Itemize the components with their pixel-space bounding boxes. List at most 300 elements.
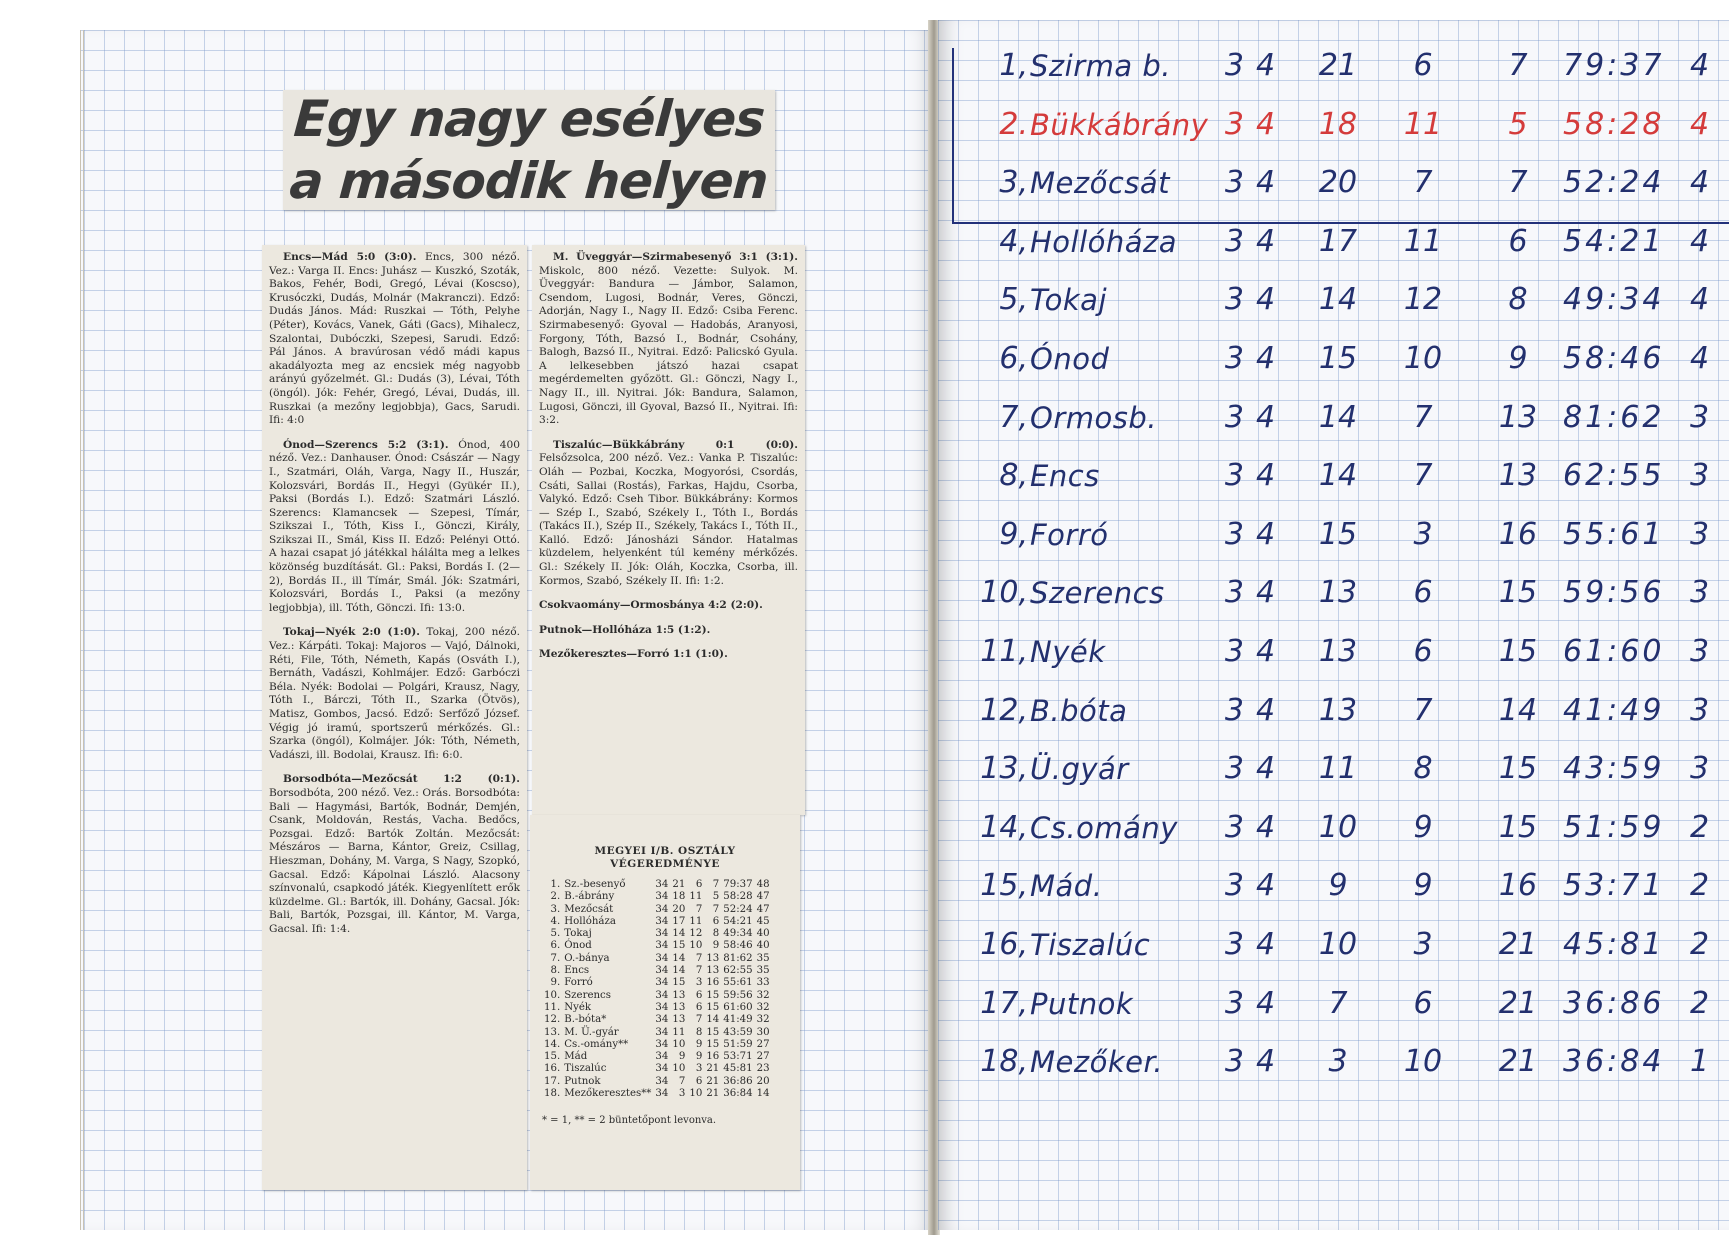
final-table-row bbox=[542, 953, 772, 965]
handwritten-lost: 21 bbox=[1498, 985, 1538, 1021]
handwritten-played: 34 bbox=[1224, 282, 1288, 318]
final-table-row bbox=[542, 990, 772, 1002]
handwritten-team: Ü.gyár bbox=[1030, 752, 1129, 787]
match-report-body: Ónod, 400 néző. Vez.: Danhauser. Ónod: Császár — Nagy I., Szatmári, Oláh, Varga, Nagy II., Huszár, Kolozsvári, Bordás II., Hegyi (Gyükér II.), Paksi (Bordás I.). Edző: Szatmári László. Szerencs: Klamancsek — Szepesi, Tímár, Szikszai I., Tóth, Kiss I., Gönczi, Király, Szikszai II., Smál, Kiss II. Edző: Pelényi Ottó. A hazai csapat jó játékkal hálálta meg a lelkes közönség buzdítását. Gl.: Paksi, Bordás I. (2—2), Bordás II., ill Tímár, Smál. Jók: Szatmári, Kolozsvári, Bordás I., Paksi (a mezőny legjobbja), ill. Tóth, Gönczi. Ifi: 13:0. bbox=[269, 438, 520, 614]
handwritten-played: 34 bbox=[1224, 399, 1288, 435]
handwritten-lost: 16 bbox=[1498, 868, 1538, 904]
handwritten-played: 34 bbox=[1224, 634, 1288, 669]
handwritten-team: Ormosb. bbox=[1030, 400, 1157, 435]
final-table-cell: 55:61 bbox=[723, 977, 753, 989]
handwritten-lost: 6 bbox=[1508, 223, 1528, 259]
handwritten-team: Hollóháza bbox=[1030, 224, 1178, 259]
handwritten-won: 9 bbox=[1328, 868, 1348, 904]
final-table-cell: Mezőcsát bbox=[564, 903, 614, 915]
handwritten-pos: 12, bbox=[980, 692, 1028, 728]
handwritten-team: Tokaj bbox=[1030, 283, 1107, 318]
final-table-cell: 7 bbox=[712, 903, 720, 915]
final-table-cell: 40 bbox=[756, 940, 770, 952]
handwritten-lost: 15 bbox=[1498, 751, 1538, 787]
handwritten-lost: 7 bbox=[1508, 48, 1528, 83]
handwritten-goals: 79:37 bbox=[1563, 48, 1665, 83]
handwritten-pos: 16, bbox=[980, 927, 1028, 962]
final-table-cell: 9 bbox=[712, 940, 720, 952]
final-table-cell: 13 bbox=[706, 952, 720, 964]
final-table-cell: 12. bbox=[544, 1014, 561, 1026]
final-table-cell: 7 bbox=[712, 879, 720, 890]
handwritten-goals: 61:60 bbox=[1563, 634, 1665, 669]
handwritten-won: 13 bbox=[1318, 692, 1358, 728]
final-table-row bbox=[542, 879, 772, 891]
headline-line-1: Egy nagy esélyes bbox=[291, 90, 767, 148]
final-table-cell: 21 bbox=[706, 1088, 720, 1100]
match-report-title: Ónod—Szerencs 5:2 (3:1). bbox=[283, 438, 449, 451]
final-table-cell: 15. bbox=[544, 1051, 561, 1063]
handwritten-pts: 3 bbox=[1690, 634, 1710, 669]
final-table-row bbox=[542, 1014, 772, 1026]
handwritten-team: Szirma b. bbox=[1030, 49, 1171, 83]
handwritten-won: 21 bbox=[1318, 48, 1358, 83]
handwritten-won: 15 bbox=[1318, 341, 1358, 376]
final-table-cell: 14 bbox=[672, 965, 686, 977]
handwritten-won: 18 bbox=[1318, 106, 1358, 142]
final-table-row bbox=[542, 904, 772, 916]
handwritten-lost: 16 bbox=[1498, 516, 1538, 552]
handwritten-row bbox=[938, 390, 1729, 446]
handwritten-team: Encs bbox=[1030, 459, 1100, 494]
final-table-cell: 62:55 bbox=[723, 965, 753, 977]
handwritten-played: 34 bbox=[1224, 341, 1288, 376]
handwritten-drawn: 12 bbox=[1403, 282, 1443, 318]
final-table-cell: 36:86 bbox=[723, 1075, 753, 1087]
handwritten-won: 14 bbox=[1318, 458, 1358, 494]
final-table-cell: Ónod bbox=[564, 940, 592, 952]
final-table-cell: 34 bbox=[655, 915, 669, 927]
final-table-cell: 11 bbox=[672, 1026, 686, 1038]
short-result: Putnok—Hollóháza 1:5 (1:2). bbox=[539, 623, 711, 636]
handwritten-team: B.bóta bbox=[1030, 693, 1128, 728]
handwritten-row bbox=[938, 507, 1729, 563]
final-table-cell: 34 bbox=[655, 977, 669, 989]
final-table-cell: 13. bbox=[544, 1026, 561, 1038]
handwritten-pos: 14, bbox=[980, 809, 1028, 845]
handwritten-goals: 49:34 bbox=[1563, 282, 1665, 318]
final-table-cell: 13 bbox=[672, 989, 686, 1001]
handwritten-goals: 62:55 bbox=[1563, 458, 1665, 494]
final-table-cell: 34 bbox=[655, 928, 669, 940]
final-table-cell: 47 bbox=[756, 903, 770, 915]
final-table-cell: Tokaj bbox=[564, 928, 592, 940]
handwritten-pts: 3 bbox=[1690, 516, 1710, 552]
final-table-cell: 14. bbox=[544, 1038, 561, 1050]
final-table-cell: 27 bbox=[756, 1038, 770, 1050]
final-table-cell: 32 bbox=[756, 989, 770, 1001]
handwritten-lost: 15 bbox=[1498, 634, 1538, 669]
handwritten-goals: 54:21 bbox=[1563, 223, 1665, 259]
handwritten-team: Tiszalúc bbox=[1030, 928, 1151, 962]
handwritten-played: 34 bbox=[1224, 692, 1288, 728]
final-table-cell: 23 bbox=[756, 1063, 770, 1075]
final-table-cell: 16. bbox=[544, 1063, 561, 1075]
handwritten-goals: 45:81 bbox=[1563, 927, 1665, 962]
handwritten-drawn: 11 bbox=[1403, 223, 1443, 259]
handwritten-played: 34 bbox=[1224, 458, 1288, 494]
handwritten-goals: 59:56 bbox=[1563, 575, 1665, 611]
final-table-cell: 13 bbox=[672, 1001, 686, 1013]
handwritten-pos: 4, bbox=[999, 223, 1028, 259]
final-table-cell: 34 bbox=[655, 952, 669, 964]
handwritten-pts: 3 bbox=[1690, 458, 1710, 494]
handwritten-played: 34 bbox=[1224, 48, 1288, 83]
final-table-cell: 8 bbox=[695, 1026, 703, 1038]
final-table-cell: 3 bbox=[678, 1088, 686, 1100]
handwritten-row bbox=[938, 565, 1729, 621]
handwritten-drawn: 6 bbox=[1413, 575, 1433, 611]
final-table-row bbox=[542, 977, 772, 989]
headline-clipping bbox=[283, 90, 775, 210]
match-report bbox=[269, 439, 520, 616]
final-table-cell: 9 bbox=[695, 1038, 703, 1050]
final-table-cell: 27 bbox=[756, 1051, 770, 1063]
final-table bbox=[542, 879, 772, 1100]
match-report-body: Miskolc, 800 néző. Vezette: Sulyok. M. Üveggyár: Bandura — Jámbor, Salamon, Csendom, Lugosi, Bodnár, Veres, Gönczi, Adorján, Nagy I., Nagy II. Edző: Csiba Ferenc. Szirmabesenyő: Gyoval — Hadobás, Aranyosi, Forgony, Tóth, Bazsó I., Bodnár, Csohány, Balogh, Bazsó II., Nyitrai. Edző: Palicskó Gyula. A lelkesebben játszó hazai csapat megérdemelten győzött. Gl.: Gönczi, Nagy I., Nagy II., ill. Nyitrai. Jók: Bandura, Salamon, Lugosi, Gönczi, ill Gyoval, Bazsó II., Nyitrai. Ifi: 3:2. bbox=[539, 264, 798, 427]
final-table-cell: Forró bbox=[564, 977, 593, 989]
final-table-cell: 9 bbox=[678, 1051, 686, 1063]
handwritten-pos: 18, bbox=[980, 1044, 1028, 1080]
final-table-title bbox=[530, 845, 800, 871]
final-table-cell: 34 bbox=[655, 989, 669, 1001]
handwritten-pts: 2 bbox=[1690, 868, 1710, 904]
final-table-cell: 34 bbox=[655, 1075, 669, 1087]
handwritten-row bbox=[938, 858, 1729, 914]
handwritten-team: Mád. bbox=[1030, 869, 1103, 904]
handwritten-pos: 8, bbox=[999, 458, 1028, 494]
final-table-cell: Sz.-besenyő bbox=[564, 879, 626, 890]
handwritten-team: Ónod bbox=[1030, 342, 1110, 376]
handwritten-row bbox=[938, 1034, 1729, 1090]
handwritten-lost: 15 bbox=[1498, 575, 1538, 611]
final-table-cell: 34 bbox=[655, 1063, 669, 1075]
handwritten-played: 34 bbox=[1224, 868, 1288, 904]
handwritten-won: 14 bbox=[1318, 282, 1358, 318]
final-table-cell: 34 bbox=[655, 1088, 669, 1100]
final-table-cell: 13 bbox=[672, 1014, 686, 1026]
final-table-cell: 17. bbox=[544, 1075, 561, 1087]
final-table-cell: Mád bbox=[564, 1051, 588, 1063]
handwritten-won: 15 bbox=[1318, 516, 1358, 552]
handwritten-lost: 8 bbox=[1508, 282, 1528, 318]
handwritten-row bbox=[938, 976, 1729, 1032]
handwritten-pos: 2. bbox=[999, 106, 1028, 142]
handwritten-pos: 5, bbox=[999, 282, 1028, 318]
handwritten-played: 34 bbox=[1224, 516, 1288, 552]
handwritten-row bbox=[938, 683, 1729, 739]
match-report-title: M. Üveggyár—Szirmabesenyő 3:1 (3:1). bbox=[553, 251, 798, 263]
final-table-cell: 54:21 bbox=[723, 915, 753, 927]
handwritten-pos: 15, bbox=[980, 868, 1028, 904]
final-table-cell: O.-bánya bbox=[564, 952, 610, 964]
handwritten-goals: 43:59 bbox=[1563, 751, 1665, 787]
final-table-cell: 2. bbox=[550, 891, 561, 903]
handwritten-pts: 3 bbox=[1690, 751, 1710, 787]
handwritten-underline bbox=[952, 222, 1729, 224]
final-table-cell: 9 bbox=[695, 1051, 703, 1063]
final-table-title-line-2: VÉGEREDMÉNYE bbox=[610, 858, 720, 870]
handwritten-drawn: 3 bbox=[1413, 516, 1433, 552]
handwritten-drawn: 9 bbox=[1413, 809, 1433, 845]
final-table-cell: 7 bbox=[695, 965, 703, 977]
final-table-cell: 32 bbox=[756, 1001, 770, 1013]
final-table-cell: 15 bbox=[706, 1001, 720, 1013]
final-table-cell: Nyék bbox=[564, 1001, 592, 1013]
handwritten-won: 13 bbox=[1318, 575, 1358, 611]
final-table-cell: 41:49 bbox=[723, 1014, 753, 1026]
match-report-title: Tokaj—Nyék 2:0 (1:0). bbox=[283, 626, 420, 639]
handwritten-row bbox=[938, 917, 1729, 973]
match-report-body: Felsőzsolca, 200 néző. Vez.: Vanka P. Tiszalúc: Oláh — Pozbai, Koczka, Mogyorósi, Csordás, Csáti, Sallai (Rostás), Farkas, Hajdu, Csorba, Valykó. Edző: Cseh Tibor. Bükkábrány: Kormos — Szép I., Szabó, Székely I., Tóth I., Bordás (Takács II.), Szép II., Székely, Takács I., Tóth II., Kalló. Edző: Jánosházi Sándor. Hatalmas küzdelem, helyenként túl kemény mérkőzés. Gl.: Székely II. Jók: Oláh, Koczka, Csorba, ill. Kormos, Szabó, Székely II. Ifi: 1:2. bbox=[539, 452, 798, 587]
handwritten-margin-line bbox=[952, 48, 954, 223]
handwritten-drawn: 3 bbox=[1413, 927, 1433, 962]
match-report-body: Encs, 300 néző. Vez.: Varga II. Encs: Juhász — Kuszkó, Szoták, Bakos, Fehér, Bodi, Gregó, Lévai (Koscso), Krusóczki, Dudás, Molnár (Makranczi). Edző: Dudás János. Mád: Ruszkai — Tóth, Pelyhe (Péter), Kovács, Vanek, Gáti (Gacs), Mihalecz, Szalontai, Dubóczki, Szepesi, Sarudi. Edző: Pál János. A bravúrosan védő mádi kapus akadályozta meg az encsiek még nagyobb arányú győzelmét. Gl.: Dudás (3), Lévai, Tóth (öngól). Jók: Fehér, Gregó, Lévai, Dudás, ill. Ruszkai (a mezőny legjobbja), Gacs, Sarudi. Ifi: 4:0 bbox=[269, 251, 521, 427]
final-table-cell: 12 bbox=[689, 928, 703, 940]
handwritten-row bbox=[938, 38, 1729, 94]
match-report bbox=[269, 773, 520, 936]
final-table-cell: 21 bbox=[672, 879, 686, 890]
handwritten-played: 34 bbox=[1224, 809, 1288, 845]
final-table-cell: 8. bbox=[550, 965, 561, 977]
final-table-cell: 8 bbox=[712, 928, 720, 940]
handwritten-team: Bükkábrány bbox=[1030, 107, 1209, 142]
match-report bbox=[269, 251, 520, 428]
final-table-cell: 15 bbox=[672, 977, 686, 989]
final-table-cell: 81:62 bbox=[723, 952, 753, 964]
handwritten-played: 34 bbox=[1224, 575, 1288, 611]
final-table-cell: 43:59 bbox=[723, 1026, 753, 1038]
final-table-cell: 20 bbox=[756, 1075, 770, 1087]
handwritten-row bbox=[938, 97, 1729, 153]
handwritten-row bbox=[938, 272, 1729, 328]
handwritten-team: Szerencs bbox=[1030, 576, 1165, 611]
final-table-cell: 15 bbox=[706, 1026, 720, 1038]
match-report bbox=[269, 626, 520, 762]
handwritten-drawn: 7 bbox=[1413, 399, 1433, 435]
handwritten-pos: 6, bbox=[999, 341, 1028, 376]
final-table-cell: 3. bbox=[550, 903, 561, 915]
handwritten-lost: 13 bbox=[1498, 458, 1538, 494]
final-table-cell: 6 bbox=[712, 915, 720, 927]
handwritten-pts: 1 bbox=[1690, 1044, 1710, 1080]
final-table-cell: 21 bbox=[706, 1063, 720, 1075]
final-table-cell: 6. bbox=[550, 940, 561, 952]
final-table-cell: 58:28 bbox=[723, 891, 753, 903]
final-table-row bbox=[542, 1039, 772, 1051]
final-table-cell: 45 bbox=[756, 915, 770, 927]
handwritten-lost: 5 bbox=[1508, 106, 1528, 142]
handwritten-pts: 3 bbox=[1690, 692, 1710, 728]
final-table-cell: 33 bbox=[756, 977, 770, 989]
handwritten-played: 34 bbox=[1224, 165, 1288, 201]
final-table-cell: 58:46 bbox=[723, 940, 753, 952]
final-table-cell: 53:71 bbox=[723, 1051, 753, 1063]
short-result: Csokvaomány—Ormosbánya 4:2 (2:0). bbox=[539, 599, 763, 612]
handwritten-played: 34 bbox=[1224, 106, 1288, 142]
final-table-cell: 34 bbox=[655, 1038, 669, 1050]
handwritten-standings bbox=[938, 0, 1729, 1252]
handwritten-played: 34 bbox=[1224, 1044, 1288, 1080]
handwritten-lost: 21 bbox=[1498, 1044, 1538, 1080]
handwritten-goals: 52:24 bbox=[1563, 165, 1665, 201]
final-table-cell: 18. bbox=[544, 1088, 561, 1100]
final-table-cell: 16 bbox=[706, 977, 720, 989]
final-table-cell: 34 bbox=[655, 891, 669, 903]
handwritten-row bbox=[938, 155, 1729, 211]
handwritten-lost: 21 bbox=[1498, 927, 1538, 962]
handwritten-team: Nyék bbox=[1030, 635, 1106, 669]
final-table-cell: M. Ü.-gyár bbox=[564, 1026, 619, 1038]
final-table-cell: 15 bbox=[672, 940, 686, 952]
handwritten-pts: 4 bbox=[1690, 282, 1710, 318]
final-table-cell: 34 bbox=[655, 1051, 669, 1063]
final-table-cell: 17 bbox=[672, 915, 686, 927]
handwritten-drawn: 7 bbox=[1413, 692, 1433, 728]
final-table-cell: 7 bbox=[695, 903, 703, 915]
handwritten-won: 7 bbox=[1328, 985, 1348, 1021]
final-table-row bbox=[542, 1088, 772, 1100]
final-table-cell: 11 bbox=[689, 915, 703, 927]
final-table-cell: 34 bbox=[655, 903, 669, 915]
final-table-cell: 35 bbox=[756, 965, 770, 977]
final-table-cell: 34 bbox=[655, 940, 669, 952]
final-table-cell: 35 bbox=[756, 952, 770, 964]
handwritten-drawn: 6 bbox=[1413, 48, 1433, 83]
handwritten-pts: 3 bbox=[1690, 399, 1710, 435]
final-table-cell: 34 bbox=[655, 1026, 669, 1038]
final-table-cell: 30 bbox=[756, 1026, 770, 1038]
final-table-row bbox=[542, 1027, 772, 1039]
final-table-cell: 18 bbox=[672, 891, 686, 903]
handwritten-pts: 2 bbox=[1690, 985, 1710, 1021]
handwritten-pos: 13, bbox=[980, 751, 1028, 787]
final-table-cell: 6 bbox=[695, 1001, 703, 1013]
final-table-cell: 52:24 bbox=[723, 903, 753, 915]
handwritten-row bbox=[938, 331, 1729, 387]
final-table-row bbox=[542, 1063, 772, 1075]
final-table-row bbox=[542, 916, 772, 928]
final-table-cell: Cs.-omány** bbox=[564, 1038, 629, 1050]
match-reports-column-1 bbox=[262, 245, 527, 1190]
match-report-body: Borsodbóta, 200 néző. Vez.: Orás. Borsodbóta: Bali — Hagymási, Bartók, Bodnár, Demjén, Csank, Moldován, Restás, Vacha. Bedőcs, Pozsgai. Edző: Bartók Zoltán. Mezőcsát: Mészáros — Barna, Kántor, Greiz, Csillag, Hieszman, Dohány, M. Varga, S Nagy, Szopkó, Gacsal. Edző: Kápolnai László. Alacsony színvonalú, csapkodó játék. Kiegyenlített erők küzdelme. Gl.: Bartók, ill. Dohány, Gacsal. Jók: Bali, Bartók, Pozsgai, ill. Kántor, M. Varga, Gacsal. Ifi: 1:4. bbox=[269, 786, 520, 935]
handwritten-goals: 41:49 bbox=[1563, 692, 1665, 728]
handwritten-won: 3 bbox=[1328, 1044, 1348, 1080]
headline-line-2: a második helyen bbox=[288, 152, 770, 210]
final-table-cell: 11. bbox=[544, 1001, 561, 1013]
final-table-cell: 21 bbox=[706, 1075, 720, 1087]
match-report bbox=[539, 251, 798, 428]
final-table-cell: 15 bbox=[706, 1038, 720, 1050]
final-table-cell: Szerencs bbox=[564, 989, 611, 1001]
handwritten-played: 34 bbox=[1224, 927, 1288, 962]
final-table-cell: 32 bbox=[756, 1014, 770, 1026]
handwritten-goals: 51:59 bbox=[1563, 809, 1665, 845]
final-table-row bbox=[542, 965, 772, 977]
final-table-cell: 10 bbox=[672, 1063, 686, 1075]
handwritten-pts: 2 bbox=[1690, 927, 1710, 962]
final-table-cell: 6 bbox=[695, 1075, 703, 1087]
final-table-cell: 5 bbox=[712, 891, 720, 903]
handwritten-pos: 10, bbox=[980, 575, 1028, 611]
final-table-cell: 5. bbox=[550, 928, 561, 940]
final-table-cell: 1. bbox=[550, 879, 561, 890]
final-table-cell: 15 bbox=[706, 989, 720, 1001]
handwritten-lost: 14 bbox=[1498, 692, 1538, 728]
handwritten-pos: 7, bbox=[999, 399, 1028, 435]
final-table-cell: 10 bbox=[689, 940, 703, 952]
handwritten-row bbox=[938, 741, 1729, 797]
final-table-cell: 34 bbox=[655, 965, 669, 977]
final-table-cell: Hollóháza bbox=[564, 915, 616, 927]
handwritten-played: 34 bbox=[1224, 223, 1288, 259]
final-table-cell: 34 bbox=[655, 1001, 669, 1013]
final-table-cell: 36:84 bbox=[723, 1088, 753, 1100]
handwritten-goals: 36:84 bbox=[1563, 1044, 1665, 1080]
final-table-row bbox=[542, 891, 772, 903]
handwritten-drawn: 6 bbox=[1413, 985, 1433, 1021]
final-table-cell: Mezőkeresztes** bbox=[564, 1088, 652, 1100]
handwritten-team: Cs.omány bbox=[1030, 810, 1178, 845]
handwritten-won: 10 bbox=[1318, 927, 1358, 962]
final-table-cell: 47 bbox=[756, 891, 770, 903]
handwritten-row bbox=[938, 800, 1729, 856]
handwritten-played: 34 bbox=[1224, 751, 1288, 787]
final-table-cell: Putnok bbox=[564, 1075, 601, 1087]
final-table-cell: 7. bbox=[550, 952, 561, 964]
handwritten-pts: 4 bbox=[1690, 48, 1710, 83]
final-table-cell: 14 bbox=[706, 1014, 720, 1026]
handwritten-pos: 11, bbox=[980, 634, 1028, 669]
handwritten-played: 34 bbox=[1224, 985, 1288, 1021]
final-table-cell: 45:81 bbox=[723, 1063, 753, 1075]
final-table-cell: 10 bbox=[672, 1038, 686, 1050]
final-table-cell: 34 bbox=[655, 1014, 669, 1026]
handwritten-goals: 58:46 bbox=[1563, 341, 1665, 376]
final-table-title-line-1: MEGYEI I/B. OSZTÁLY bbox=[594, 845, 736, 857]
final-table-cell: 14 bbox=[756, 1088, 770, 1100]
handwritten-pts: 2 bbox=[1690, 809, 1710, 845]
handwritten-drawn: 10 bbox=[1403, 341, 1443, 376]
final-table-cell: 7 bbox=[678, 1075, 686, 1087]
final-table-cell: 20 bbox=[672, 903, 686, 915]
final-table-cell: 10 bbox=[689, 1088, 703, 1100]
handwritten-pts: 3 bbox=[1690, 575, 1710, 611]
final-table-cell: 16 bbox=[706, 1051, 720, 1063]
handwritten-drawn: 9 bbox=[1413, 868, 1433, 904]
match-report-title: Borsodbóta—Mezőcsát 1:2 (0:1). bbox=[283, 773, 520, 786]
final-table-cell: 14 bbox=[672, 952, 686, 964]
final-table-cell: B.-bóta* bbox=[564, 1014, 607, 1026]
final-table-row bbox=[542, 1051, 772, 1063]
final-table-cell: 3 bbox=[695, 1063, 703, 1075]
handwritten-won: 11 bbox=[1318, 751, 1358, 787]
handwritten-goals: 81:62 bbox=[1563, 399, 1665, 435]
final-table-cell: 10. bbox=[544, 989, 561, 1001]
final-table-row bbox=[542, 1076, 772, 1088]
handwritten-won: 13 bbox=[1318, 634, 1358, 669]
final-table-cell: 79:37 bbox=[723, 879, 753, 890]
final-table-cell: 34 bbox=[655, 879, 669, 890]
match-report-title: Encs—Mád 5:0 (3:0). bbox=[283, 251, 417, 263]
final-table-cell: 14 bbox=[672, 928, 686, 940]
final-table-cell: 6 bbox=[695, 879, 703, 890]
handwritten-won: 14 bbox=[1318, 399, 1358, 435]
